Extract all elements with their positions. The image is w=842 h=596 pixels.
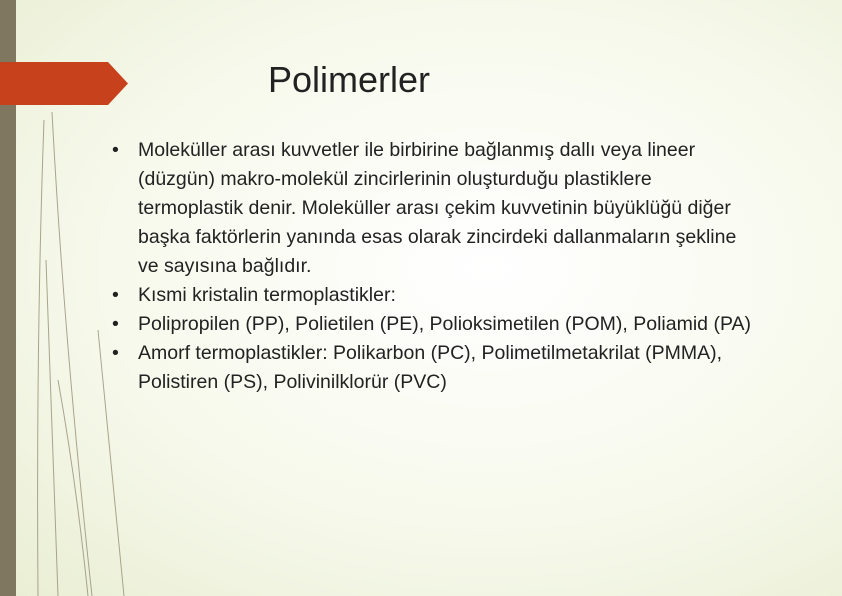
bullet-item <box>108 281 758 310</box>
bullet-item <box>108 310 758 339</box>
bullet-text: Moleküller arası kuvvetler ile birbirine bağlanmış dallı veya lineer (düzgün) makro-molekül zincirlerinin oluşturduğu plastiklere termoplastik denir. Moleküller arası çekim kuvvetinin büyüklüğü diğer başka faktörlerin yanında esas olarak zincirdeki dallanmaların şekline ve sayısına bağlıdır. <box>138 139 737 277</box>
bullet-text: Amorf termoplastikler: Polikarbon (PC), Polimetilmetakrilat (PMMA), Polistiren (PS), Polivinilklorür (PVC) <box>138 342 723 393</box>
bullet-text: Kısmi kristalin termoplastikler: <box>138 284 396 306</box>
bullet-dot: • <box>112 342 119 364</box>
slide-title: Polimerler <box>268 59 431 100</box>
title-arrow-shape <box>0 62 130 105</box>
bullet-dot: • <box>112 284 119 306</box>
bullet-list <box>108 136 758 397</box>
bullet-dot: • <box>112 139 119 161</box>
bullet-text: Polipropilen (PP), Polietilen (PE), Polioksimetilen (POM), Poliamid (PA) <box>138 313 752 335</box>
bullet-item <box>108 136 758 281</box>
bullet-item <box>108 339 758 397</box>
bullet-dot: • <box>112 313 119 335</box>
